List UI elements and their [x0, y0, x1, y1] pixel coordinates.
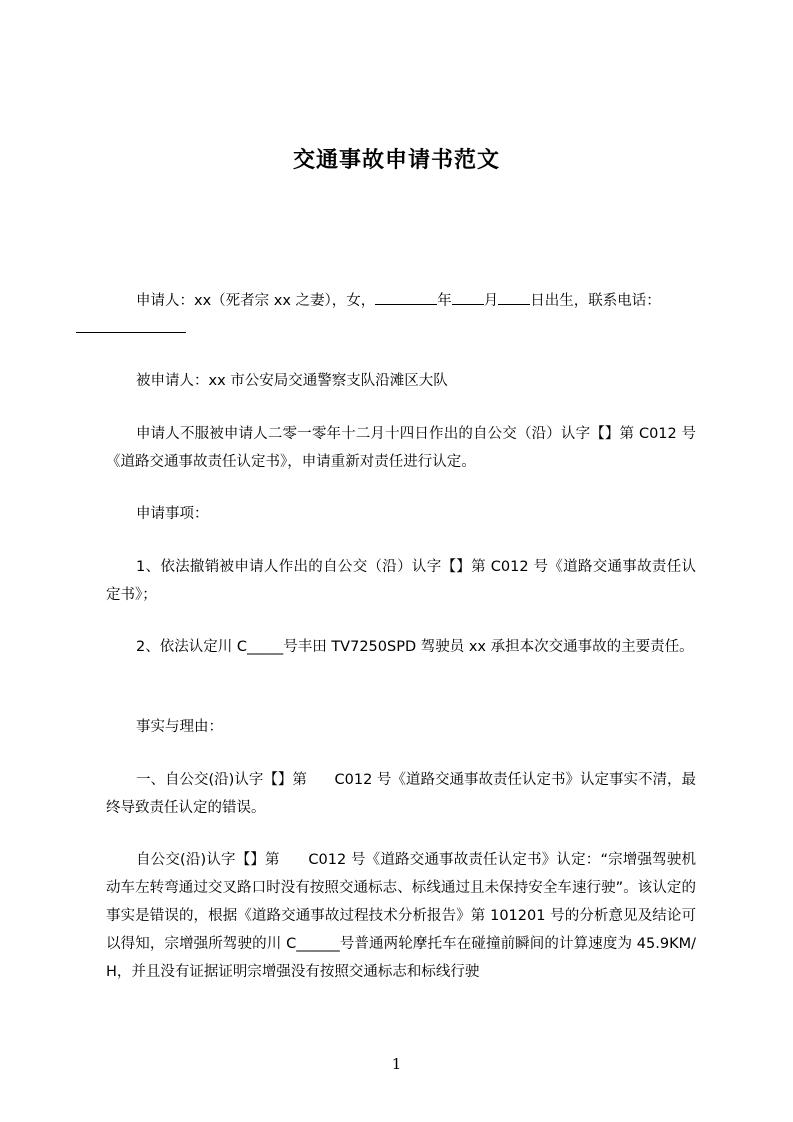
page-number: 1 [391, 1055, 402, 1073]
applicant-text: xx（死者宗 xx 之妻），女， [194, 293, 376, 309]
applicant-label: 申请人： [136, 293, 194, 309]
birth-day-blank [498, 290, 530, 305]
matters-heading: 申请事项： [136, 506, 209, 522]
birth-phone-label: 日出生，联系电话： [530, 293, 661, 309]
reason-1: 一、自公交(沿)认字【】第 C012 号《道路交通事故责任认定书》认定事实不清，最终导致责任认定的错误。 [106, 772, 696, 816]
respondent-paragraph: 被申请人：xx 市公安局交通警察支队沿滩区大队 [136, 373, 448, 389]
applicant-paragraph [106, 287, 696, 343]
matter-item-1: 1、依法撤销被申请人作出的自公交（沿）认字【】第 C012 号《道路交通事故责任认定书》； [106, 559, 696, 603]
facts-heading: 事实与理由： [136, 719, 223, 735]
year-label: 年 [437, 293, 452, 309]
matter-item-2: 2、依法认定川 C_____号丰田 TV7250SPD 驾驶员 xx 承担本次交通事故的主要责任。 [136, 639, 694, 655]
reason-body: 自公交(沿)认字【】第 C012 号《道路交通事故责任认定书》认定：“宗增强驾驶机动车左转弯通过交叉路口时没有按照交通标志、标线通过且未保持安全车速行驶”。该认定的事实是错误的，根据《道路交通事故过程技术分析报告》第 101201 号的分析意见及结论可以得知，宗增强所驾驶的川 C______号普通两轮摩托车在碰撞前瞬间的计算速度为 45.9KM/H，并且没有证据证明宗增强没有按照交通标志和标线行驶 [106, 852, 696, 980]
intro-paragraph: 申请人不服被申请人二零一零年十二月十四日作出的自公交（沿）认字【】第 C012 号《道路交通事故责任认定书》，申请重新对责任进行认定。 [106, 426, 696, 470]
birth-month-blank [452, 290, 484, 305]
document-title: 交通事故申请书范文 [292, 148, 500, 173]
month-label: 月 [483, 293, 499, 309]
phone-blank [76, 318, 186, 333]
birth-year-blank [375, 290, 437, 305]
